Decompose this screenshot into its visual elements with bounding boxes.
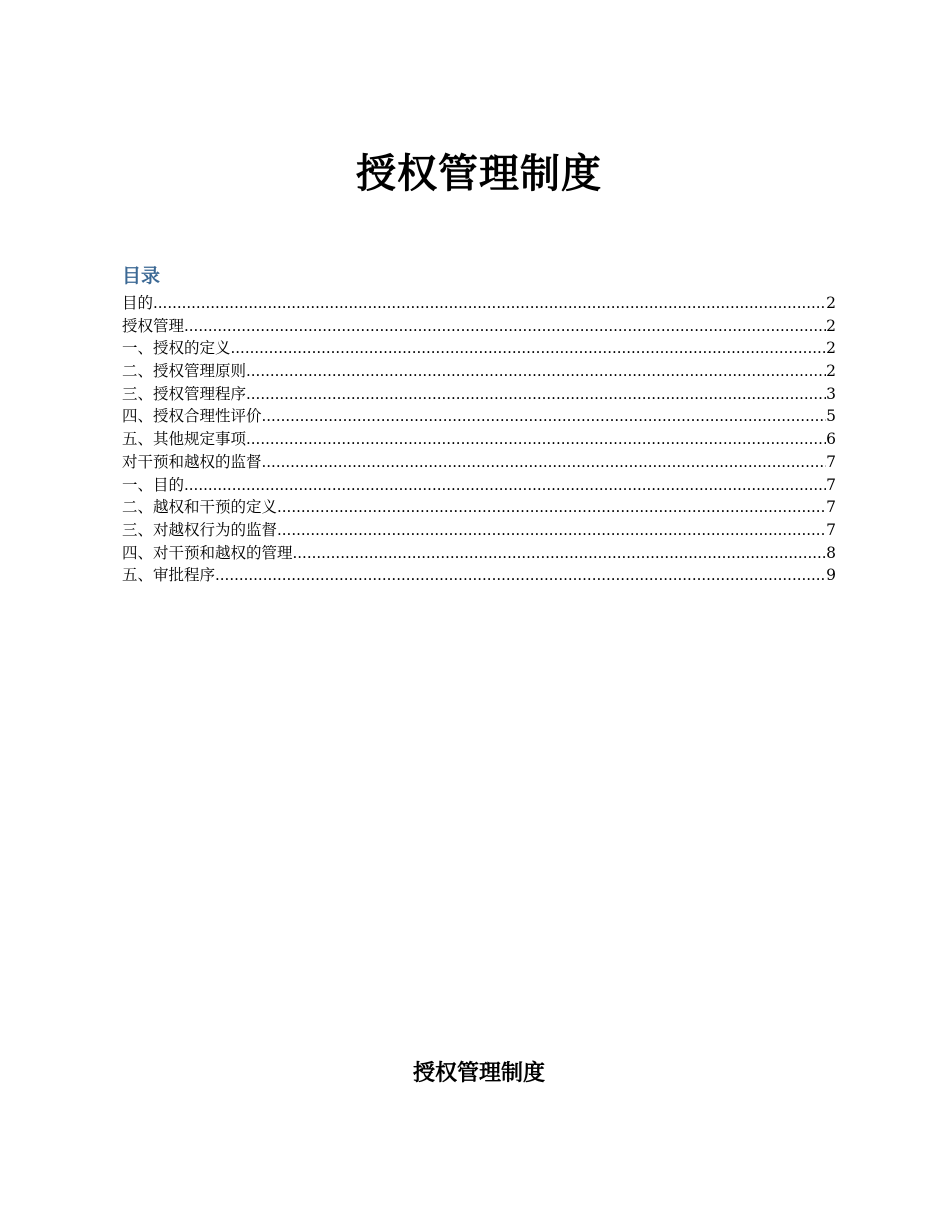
toc-page-number: 7 <box>826 520 836 539</box>
toc-entry-label: 授权管理 <box>122 316 185 335</box>
toc-page-number: 2 <box>826 294 836 312</box>
toc-entry-label: 一、目的 <box>122 475 185 494</box>
toc-entry-label: 二、授权管理原则 <box>122 362 247 381</box>
toc-entry-label: 一、授权的定义 <box>122 339 231 358</box>
toc-dot-leader <box>246 383 826 406</box>
toc-dot-leader <box>231 337 827 360</box>
toc-entry-reasonableness-evaluation[interactable] <box>122 405 836 428</box>
toc-page-number: 2 <box>826 339 836 358</box>
toc-entry-label: 二、越权和干预的定义 <box>122 498 278 517</box>
toc-entry-overreach-definition[interactable] <box>122 496 836 519</box>
toc-dot-leader <box>293 542 827 565</box>
toc-page-number: 7 <box>826 452 836 471</box>
toc-dot-leader <box>184 474 826 497</box>
body-section-title: 授权管理制度 <box>412 1061 545 1086</box>
toc-dot-leader <box>184 315 826 338</box>
toc-dot-leader <box>277 519 826 542</box>
toc-page-number: 2 <box>826 362 836 381</box>
toc-page-number: 3 <box>826 384 836 403</box>
toc-entry-label: 三、对越权行为的监督 <box>122 520 278 539</box>
toc-entry-overreach-supervision[interactable] <box>122 519 836 542</box>
toc-entry-management-principles[interactable] <box>122 360 836 383</box>
toc-entry-label: 目的 <box>122 294 154 312</box>
toc-dot-leader <box>215 564 826 587</box>
toc-dot-leader <box>262 405 827 428</box>
toc-dot-leader <box>277 496 826 519</box>
toc-page-number: 5 <box>826 407 836 426</box>
toc-entry-label: 五、其他规定事项 <box>122 430 247 449</box>
toc-page-number: 7 <box>826 498 836 517</box>
toc-entry-supervision-purpose[interactable] <box>122 474 836 497</box>
toc-page-number: 2 <box>826 316 836 335</box>
toc-entry-management-procedure[interactable] <box>122 383 836 406</box>
toc-entry-label: 五、审批程序 <box>122 566 216 585</box>
toc-dot-leader <box>246 360 826 383</box>
toc-entry-other-provisions[interactable] <box>122 428 836 451</box>
toc-entry-purpose[interactable] <box>122 292 836 315</box>
toc-dot-leader <box>153 292 826 315</box>
toc-entry-authorization-definition[interactable] <box>122 337 836 360</box>
toc-entry-label: 四、授权合理性评价 <box>122 407 262 426</box>
toc-dot-leader <box>246 428 826 451</box>
toc-entry-supervision[interactable] <box>122 451 836 474</box>
toc-page-number: 8 <box>826 543 836 562</box>
toc-entry-approval-procedure[interactable] <box>122 564 836 587</box>
toc-heading: 目录 <box>122 265 161 287</box>
toc-page-number: 9 <box>826 566 836 585</box>
table-of-contents <box>122 292 836 587</box>
toc-page-number: 6 <box>826 430 836 449</box>
document-title: 授权管理制度 <box>356 151 602 197</box>
toc-entry-label: 对干预和越权的监督 <box>122 452 262 471</box>
toc-entry-label: 四、对干预和越权的管理 <box>122 543 293 562</box>
toc-entry-overreach-management[interactable] <box>122 542 836 565</box>
toc-dot-leader <box>262 451 827 474</box>
toc-entry-authorization-management[interactable] <box>122 315 836 338</box>
toc-page-number: 7 <box>826 475 836 494</box>
toc-entry-label: 三、授权管理程序 <box>122 384 247 403</box>
